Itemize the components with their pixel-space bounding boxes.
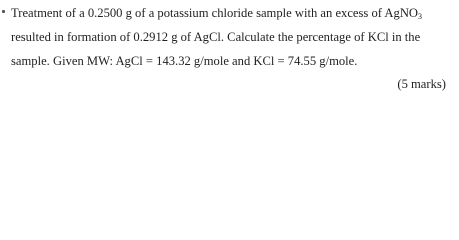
question-line-1-text: Treatment of a 0.2500 g of a potassium chloride sample with an excess of AgNO (11, 6, 419, 20)
question-line-2: resulted in formation of 0.2912 g of AgCl. Calculate the percentage of KCl in the (11, 30, 421, 44)
marks-label: (5 marks) (397, 77, 446, 91)
question-line-1 (11, 5, 451, 21)
nitrate-subscript: 3 (418, 12, 423, 21)
bullet-mark (2, 10, 5, 13)
question-block (0, 0, 459, 96)
question-line-3: sample. Given MW: AgCl = 143.32 g/mole and KCl = 74.55 g/mole. (11, 54, 358, 68)
